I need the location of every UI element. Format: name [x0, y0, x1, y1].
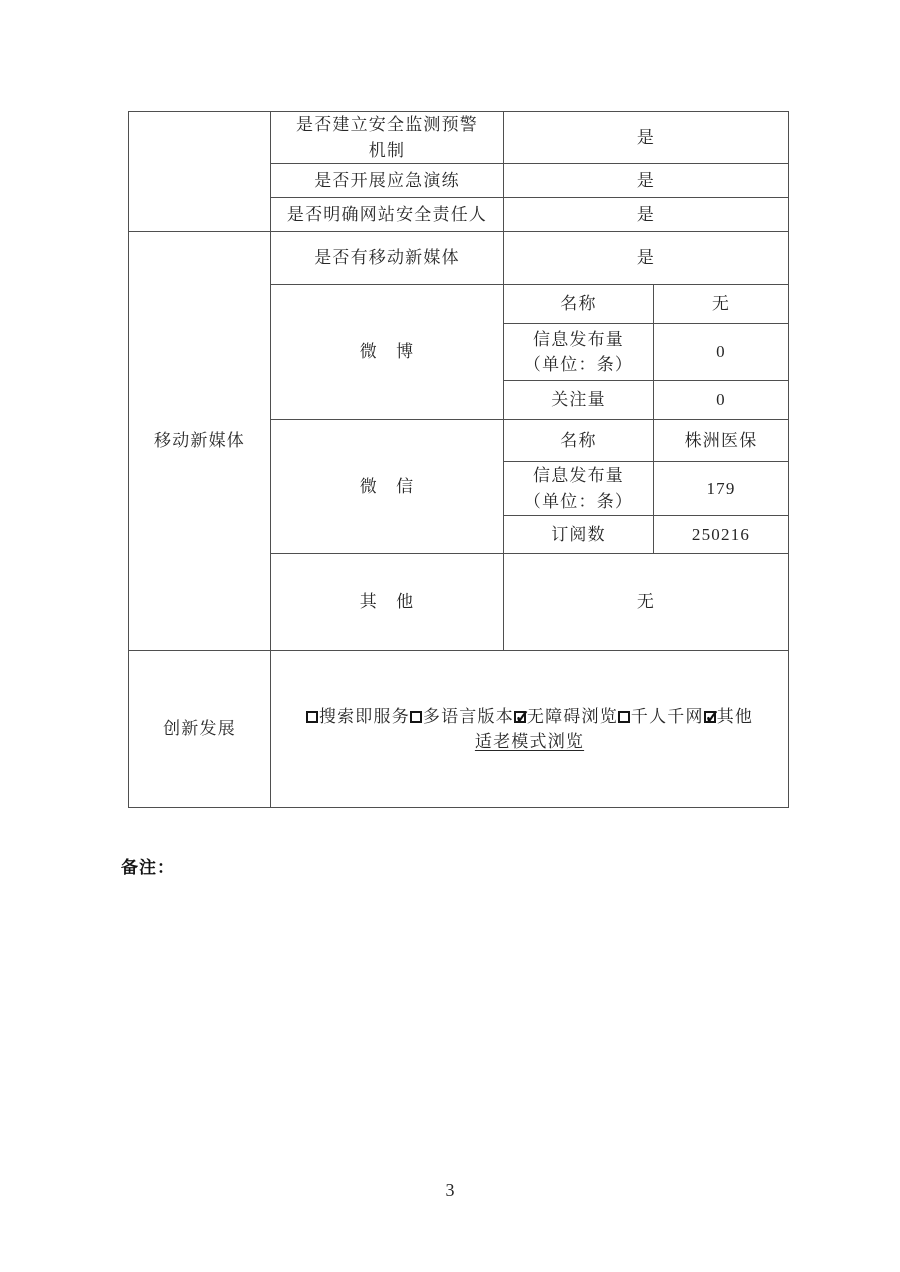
- sub-label: [504, 324, 654, 381]
- report-table: [128, 111, 789, 808]
- sub-value: 无: [654, 285, 789, 324]
- row-label: 是否有移动新媒体: [271, 232, 504, 285]
- sub-label-line2: （单位：条）: [523, 491, 634, 511]
- other-checkbox: [704, 711, 716, 723]
- group-label-weibo: 微 博: [271, 285, 504, 420]
- row-value: 是: [504, 112, 789, 164]
- row-label: 是否明确网站安全责任人: [271, 198, 504, 232]
- option-multilingual: [410, 707, 514, 726]
- row-label-line2: 机制: [368, 140, 406, 160]
- group-label-wechat: 微 信: [271, 420, 504, 554]
- innovation-options-line: [271, 704, 788, 730]
- row-label: [271, 112, 504, 164]
- sub-value: 0: [654, 381, 789, 420]
- innovation-other-detail-line: [271, 729, 788, 755]
- table-row: [129, 232, 789, 285]
- row-label-line1: 是否建立安全监测预警: [296, 115, 478, 134]
- group-label-other: 其 他: [271, 554, 504, 651]
- report-table-wrapper: [128, 111, 789, 808]
- option-search-as-service: [306, 707, 410, 726]
- sub-label: 名称: [504, 285, 654, 324]
- table-row: [129, 112, 789, 164]
- row-value: 是: [504, 232, 789, 285]
- option-personalized: [618, 707, 704, 726]
- row-label: 是否开展应急演练: [271, 164, 504, 198]
- sub-label-line2: （单位：条）: [523, 355, 634, 374]
- other-detail-text: 适老模式浏览: [474, 732, 585, 751]
- sub-label: 关注量: [504, 381, 654, 420]
- row-value: 无: [504, 554, 789, 651]
- page-number: 3: [445, 1180, 455, 1200]
- sub-value: 179: [654, 462, 789, 516]
- multilingual-checkbox: [410, 711, 422, 723]
- search-as-service-checkbox: [306, 711, 318, 723]
- table-row: [129, 651, 789, 808]
- sub-label-line1: 信息发布量: [533, 466, 624, 485]
- option-label: 多语言版本: [422, 706, 514, 726]
- sub-value: 0: [654, 324, 789, 381]
- sub-label: [504, 462, 654, 516]
- option-label: 搜索即服务: [318, 706, 410, 726]
- sub-label-line1: 信息发布量: [533, 329, 624, 349]
- sub-value: 株洲医保: [654, 420, 789, 462]
- remarks-label: 备注：: [121, 858, 175, 877]
- row-value: 是: [504, 164, 789, 198]
- option-label: 其他: [716, 706, 754, 726]
- innovation-options-cell: [271, 651, 789, 808]
- sub-label: 名称: [504, 420, 654, 462]
- option-label: 千人千网: [630, 706, 704, 726]
- section-header-innovation: 创新发展: [129, 651, 271, 808]
- option-accessibility: [514, 707, 618, 726]
- accessibility-checkbox: [514, 711, 526, 723]
- option-other: [704, 707, 753, 726]
- personalized-checkbox: [618, 711, 630, 723]
- sub-label: 订阅数: [504, 516, 654, 554]
- section-header-cell-empty: [129, 112, 271, 232]
- row-value: 是: [504, 198, 789, 232]
- option-label: 无障碍浏览: [526, 706, 618, 726]
- sub-value: 250216: [654, 516, 789, 554]
- section-header-mobile-media: 移动新媒体: [129, 232, 271, 651]
